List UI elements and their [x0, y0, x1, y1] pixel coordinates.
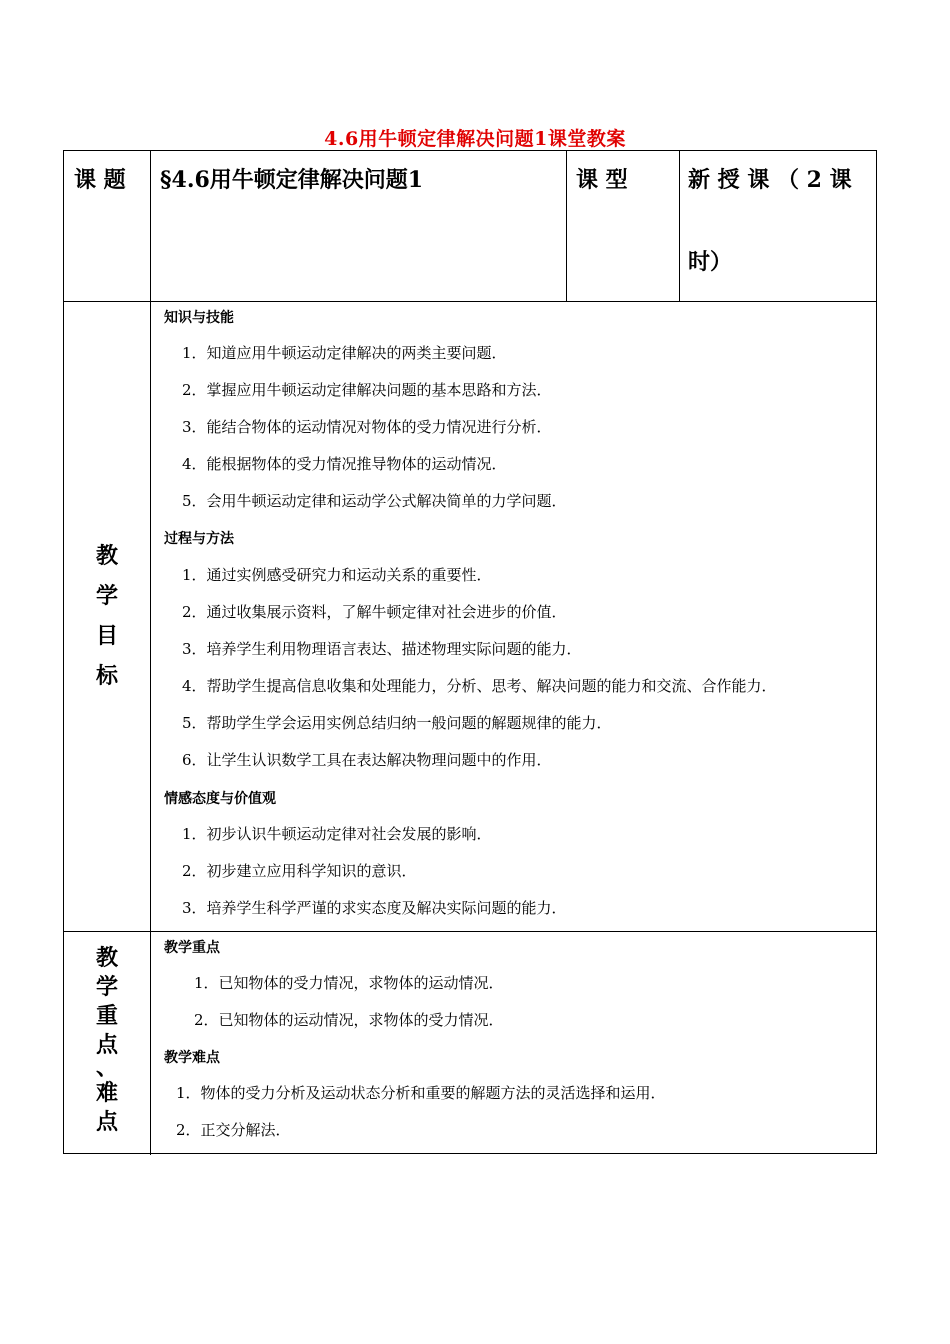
column-divider [679, 151, 680, 301]
keypoints-label-char: 学 [95, 974, 118, 1000]
objectives-label-char: 学 [95, 583, 118, 609]
process-item: 1．通过实例感受研究力和运动关系的重要性． [182, 566, 492, 584]
keypoints-label-char: 点 [95, 1032, 118, 1058]
process-item: 4．帮助学生提高信息收集和处理能力，分析、思考、解决问题的能力和交流、合作能力． [182, 677, 777, 695]
keypoints-label-char: 重 [95, 1003, 118, 1029]
row-divider [64, 931, 876, 932]
process-item: 2．通过收集展示资料，了解牛顿定律对社会进步的价值． [182, 603, 567, 621]
keypoints-label-char: 点 [95, 1109, 118, 1135]
attitude-heading: 情感态度与价值观 [164, 791, 276, 807]
document-title: 4.6用牛顿定律解决问题1课堂教案 [324, 128, 626, 150]
keypoints-label-char: 难 [95, 1080, 118, 1106]
topic-value: §4.6用牛顿定律解决问题1 [160, 167, 424, 193]
knowledge-item: 3．能结合物体的运动情况对物体的受力情况进行分析． [182, 418, 552, 436]
keypoints-label-char: 教 [95, 945, 118, 971]
process-item: 6．让学生认识数学工具在表达解决物理问题中的作用． [182, 751, 552, 769]
knowledge-item: 4．能根据物体的受力情况推导物体的运动情况． [182, 455, 507, 473]
column-divider [566, 151, 567, 301]
objectives-label-char: 标 [95, 663, 118, 689]
process-item: 3．培养学生利用物理语言表达、描述物理实际问题的能力． [182, 640, 582, 658]
lesson-type-value-line1: 新 授 课 （ 2 课 [688, 167, 852, 193]
lesson-plan-table [63, 150, 877, 1154]
knowledge-item: 5．会用牛顿运动定律和运动学公式解决简单的力学问题． [182, 492, 567, 510]
row-divider [64, 301, 876, 302]
objectives-label-char: 教 [95, 543, 118, 569]
knowledge-item: 1．知道应用牛顿运动定律解决的两类主要问题． [182, 344, 507, 362]
process-item: 5．帮助学生学会运用实例总结归纳一般问题的解题规律的能力． [182, 714, 612, 732]
keypoints-label-char: 、 [95, 1055, 118, 1081]
attitude-item: 2．初步建立应用科学知识的意识． [182, 862, 417, 880]
topic-label: 课 题 [74, 167, 126, 193]
difficult-points-heading: 教学难点 [164, 1050, 220, 1066]
attitude-item: 3．培养学生科学严谨的求实态度及解决实际问题的能力． [182, 899, 567, 917]
process-heading: 过程与方法 [164, 531, 234, 547]
key-points-heading: 教学重点 [164, 940, 220, 956]
difficult-point-item: 1．物体的受力分析及运动状态分析和重要的解题方法的灵活选择和运用． [176, 1084, 666, 1102]
key-point-item: 1．已知物体的受力情况，求物体的运动情况． [194, 974, 504, 992]
lesson-type-value-line2: 时） [688, 249, 733, 275]
knowledge-heading: 知识与技能 [164, 310, 234, 326]
attitude-item: 1．初步认识牛顿运动定律对社会发展的影响． [182, 825, 492, 843]
column-divider [150, 151, 151, 1155]
objectives-label-char: 目 [95, 623, 118, 649]
lesson-type-label: 课 型 [576, 167, 628, 193]
difficult-point-item: 2．正交分解法． [176, 1121, 291, 1139]
knowledge-item: 2．掌握应用牛顿运动定律解决问题的基本思路和方法． [182, 381, 552, 399]
key-point-item: 2．已知物体的运动情况，求物体的受力情况． [194, 1011, 504, 1029]
